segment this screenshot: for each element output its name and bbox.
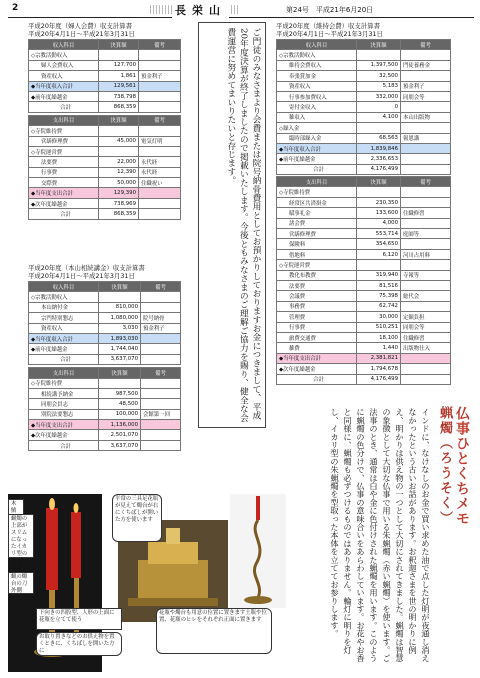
table-row bbox=[29, 292, 181, 302]
row-amount bbox=[99, 126, 139, 136]
table-row bbox=[277, 239, 451, 249]
row-amount: 48,500 bbox=[99, 399, 141, 409]
row-note: 同朋会等 bbox=[401, 91, 451, 101]
row-label: ◆当年度支出合計 bbox=[277, 353, 357, 363]
row-amount: 127,700 bbox=[99, 60, 139, 70]
row-note: 電気灯明 bbox=[139, 136, 181, 146]
row-note: 会館第一回 bbox=[141, 409, 181, 419]
table-row bbox=[29, 388, 181, 398]
row-amount: 4,100 bbox=[357, 112, 401, 122]
issue-info: 第24号 平成21年6月20日 bbox=[286, 6, 374, 14]
table-header bbox=[29, 368, 181, 378]
row-note bbox=[401, 197, 451, 207]
memo-body: インドに、なけなしのお金で買い求めた油で点した灯明が夜通し消えなかったという古いお話があります。お釈迦さまを世の明かりに例え、明かりは供え物の一つとして大切にされてきました。蝋燭は智慧の象徴として大切な仏事で用いる朱蝋燭（赤い蝋燭）を使います。ご法事のとき、通常は白や金に色付けされた蝋燭を用います。このように蝋燭の色分けで、仏事の意味合いをあらわしています。お花やお香と同様に、蝋燭も必ずつけるものではありません。輪灯に明りを灯し、イカリ型の朱蝋燭を型取った本体を立ててお参りします。 bbox=[330, 408, 431, 663]
row-amount: 62,742 bbox=[357, 301, 401, 311]
table-row bbox=[29, 91, 181, 101]
row-label: 法要費 bbox=[277, 280, 357, 290]
table-row bbox=[277, 60, 451, 70]
row-label: 事務費 bbox=[277, 301, 357, 311]
row-label: 合計 bbox=[29, 102, 99, 112]
fujinkai-expense-table bbox=[28, 115, 181, 220]
row-note bbox=[401, 102, 451, 112]
row-amount bbox=[99, 146, 139, 156]
table-row bbox=[29, 136, 181, 146]
iji-income-table bbox=[276, 39, 451, 175]
table-row bbox=[277, 81, 451, 91]
row-amount: 129,390 bbox=[99, 188, 139, 198]
row-amount: 6,120 bbox=[357, 249, 401, 259]
table-row bbox=[277, 123, 451, 133]
row-note bbox=[139, 126, 181, 136]
table-row bbox=[277, 364, 451, 374]
row-label: 諸会費 bbox=[277, 218, 357, 228]
row-note bbox=[139, 50, 181, 60]
row-amount: 81,516 bbox=[357, 280, 401, 290]
table-row bbox=[277, 112, 451, 122]
section-period: 平成20年4月1日～平成21年3月31日 bbox=[28, 30, 135, 38]
row-note bbox=[139, 60, 181, 70]
row-label: ◆当年度支出合計 bbox=[29, 188, 99, 198]
col-header-item: 支出科目 bbox=[277, 177, 357, 187]
row-note bbox=[139, 146, 181, 156]
row-amount: 868,359 bbox=[99, 209, 139, 219]
table-row bbox=[277, 260, 451, 270]
row-amount: 18,100 bbox=[357, 332, 401, 342]
table-row bbox=[29, 344, 181, 354]
row-note bbox=[139, 91, 181, 101]
row-amount bbox=[99, 50, 139, 60]
caption-kosai: 木鯖 bbox=[8, 499, 24, 517]
page-number: 2 bbox=[12, 3, 19, 13]
row-label: 同朋会員志 bbox=[29, 399, 99, 409]
row-amount: 4,000 bbox=[357, 218, 401, 228]
table-row bbox=[277, 208, 451, 218]
table-row bbox=[29, 71, 181, 81]
section-period: 平成20年4月1日～平成21年3月31日 bbox=[28, 272, 135, 280]
table-row bbox=[29, 399, 181, 409]
row-amount: 1,136,000 bbox=[99, 420, 141, 430]
row-label: ◆次年度繰越金 bbox=[29, 430, 99, 440]
row-amount bbox=[99, 378, 141, 388]
table-row bbox=[29, 50, 181, 60]
table-header bbox=[29, 40, 181, 50]
table-row bbox=[277, 353, 451, 363]
row-amount: 2,336,653 bbox=[357, 154, 401, 164]
table-row bbox=[277, 133, 451, 143]
table-row bbox=[29, 420, 181, 430]
col-header-amount: 決算額 bbox=[99, 115, 139, 125]
row-note: 門徒養務金 bbox=[401, 60, 451, 70]
caption-bottom-left: お取り置きなどのお供え物を置くときに、くちばしを開いた方に bbox=[36, 632, 122, 656]
row-label: ◇寺院維持費 bbox=[29, 126, 99, 136]
row-label: ◇宗教活動収入 bbox=[29, 292, 99, 302]
crane-image bbox=[230, 494, 286, 608]
row-note bbox=[141, 354, 181, 364]
table-row bbox=[277, 197, 451, 207]
row-note bbox=[141, 430, 181, 440]
table-row bbox=[29, 198, 181, 208]
row-note bbox=[141, 302, 181, 312]
row-amount: 1,839,846 bbox=[357, 143, 401, 153]
table-row bbox=[277, 322, 451, 332]
row-amount: 3,030 bbox=[99, 323, 141, 333]
table-row bbox=[29, 126, 181, 136]
fiscal-notice bbox=[198, 22, 266, 428]
section-title: 平成20年度（維持会費）収支計算書 bbox=[276, 22, 380, 30]
table-header bbox=[277, 177, 451, 187]
row-amount: 30,000 bbox=[357, 312, 401, 322]
row-label: 行事費 bbox=[29, 167, 99, 177]
section-title: 平成20年度（婦人会費）収支計算書 bbox=[28, 22, 132, 30]
col-header-note: 備考 bbox=[141, 282, 181, 292]
row-label: ◆次年度繰越金 bbox=[29, 198, 99, 208]
fujinkai-income-table bbox=[28, 39, 181, 113]
table-row bbox=[277, 143, 451, 153]
row-note: 定額負担 bbox=[401, 312, 451, 322]
table-row bbox=[29, 102, 181, 112]
table-row bbox=[277, 291, 451, 301]
row-label: 保険料 bbox=[277, 239, 357, 249]
row-amount: 129,561 bbox=[99, 81, 139, 91]
row-label: 寄付金収入 bbox=[277, 102, 357, 112]
table-row bbox=[277, 71, 451, 81]
row-amount: 1,397,500 bbox=[357, 60, 401, 70]
col-header-note: 備考 bbox=[401, 177, 451, 187]
row-note: 永代経 bbox=[139, 157, 181, 167]
row-label: 管理費 bbox=[277, 312, 357, 322]
row-note bbox=[401, 364, 451, 374]
row-amount: 1,080,000 bbox=[99, 313, 141, 323]
row-amount: 0 bbox=[357, 102, 401, 112]
row-note bbox=[401, 154, 451, 164]
section-period: 平成20年4月1日～平成21年3月31日 bbox=[276, 30, 383, 38]
row-amount: 354,650 bbox=[357, 239, 401, 249]
row-note bbox=[139, 209, 181, 219]
row-note: 住職祝い bbox=[139, 178, 181, 188]
row-label: 別院法要懇志 bbox=[29, 409, 99, 419]
row-label: 臨時部繰入金 bbox=[277, 133, 357, 143]
row-label: 法要費 bbox=[29, 157, 99, 167]
row-label: ◇寺院運営費 bbox=[29, 146, 99, 156]
table-row bbox=[277, 154, 451, 164]
table-row bbox=[29, 167, 181, 177]
row-amount: 4,176,499 bbox=[357, 374, 401, 384]
caption-teardrop: 蝋燭の上部がスリムになったイカリ型のものを使う bbox=[8, 514, 34, 558]
row-note: 本山出版物 bbox=[401, 112, 451, 122]
row-amount: 22,000 bbox=[99, 157, 139, 167]
row-amount: 4,176,499 bbox=[357, 164, 401, 174]
row-note: 寺報等 bbox=[401, 270, 451, 280]
row-amount: 319,940 bbox=[357, 270, 401, 280]
row-label: ◆当年度収入合計 bbox=[29, 81, 99, 91]
row-note bbox=[141, 344, 181, 354]
honyama-expense-table bbox=[28, 367, 181, 451]
row-label: ◇繰入金 bbox=[277, 123, 357, 133]
row-amount: 100,000 bbox=[99, 409, 141, 419]
table-row bbox=[29, 323, 181, 333]
row-amount: 75,398 bbox=[357, 291, 401, 301]
newsletter-logo: 長栄山 bbox=[172, 2, 229, 18]
row-amount: 32,500 bbox=[357, 71, 401, 81]
col-header-item: 収入科目 bbox=[277, 40, 357, 50]
row-note: 報恩講 bbox=[401, 133, 451, 143]
row-label: ◆前年度繰越金 bbox=[29, 344, 99, 354]
row-label: 婦人会費収入 bbox=[29, 60, 99, 70]
page-header bbox=[8, 2, 474, 18]
row-label: 営繕修理費 bbox=[277, 229, 357, 239]
row-label: 奉張賞加金 bbox=[277, 71, 357, 81]
table-row bbox=[277, 102, 451, 112]
iji-expense-table bbox=[276, 176, 451, 385]
table-row bbox=[29, 60, 181, 70]
col-header-item: 収入科目 bbox=[29, 40, 99, 50]
row-note bbox=[141, 420, 181, 430]
table-row bbox=[29, 378, 181, 388]
row-label: ◆当年度収入合計 bbox=[29, 333, 99, 343]
row-amount: 1,440 bbox=[357, 343, 401, 353]
table-row bbox=[29, 430, 181, 440]
row-amount: 5,183 bbox=[357, 81, 401, 91]
row-note bbox=[401, 164, 451, 174]
row-note bbox=[401, 280, 451, 290]
crane-candlestick-photo bbox=[230, 494, 286, 608]
row-label: 賦事礼金 bbox=[277, 208, 357, 218]
row-label: 営繕修理費 bbox=[29, 136, 99, 146]
table-row bbox=[29, 313, 181, 323]
row-label: 合計 bbox=[29, 440, 99, 450]
table-row bbox=[277, 312, 451, 322]
col-header-amount: 決算額 bbox=[99, 40, 139, 50]
row-amount: 133,600 bbox=[357, 208, 401, 218]
row-label: ◇宗教活動収入 bbox=[29, 50, 99, 60]
table-row bbox=[29, 440, 181, 450]
row-note: 永代経 bbox=[139, 167, 181, 177]
col-header-amount: 決算額 bbox=[357, 40, 401, 50]
row-note bbox=[141, 292, 181, 302]
table-row bbox=[29, 178, 181, 188]
col-header-amount: 決算額 bbox=[357, 177, 401, 187]
row-label: 資産収入 bbox=[29, 323, 99, 333]
table-row bbox=[277, 164, 451, 174]
row-note bbox=[401, 218, 451, 228]
table-row bbox=[277, 249, 451, 259]
butsuji-memo bbox=[294, 406, 472, 670]
row-note: 預金利子 bbox=[401, 81, 451, 91]
col-header-item: 収入科目 bbox=[29, 282, 99, 292]
row-label: 資産収入 bbox=[277, 81, 357, 91]
caption-ikari: 下向きの四股型、人形の上面に花瓶を立てて使う bbox=[36, 608, 122, 630]
table-row bbox=[277, 343, 451, 353]
col-header-item: 支出科目 bbox=[29, 115, 99, 125]
row-label: ◆前年度繰越金 bbox=[277, 154, 357, 164]
row-note: 院号納骨 bbox=[141, 313, 181, 323]
row-label: ◆当年度収入合計 bbox=[277, 143, 357, 153]
row-label: ◇寺院維持費 bbox=[29, 378, 99, 388]
row-label: 会議費 bbox=[277, 291, 357, 301]
fujinkai-section bbox=[28, 22, 181, 220]
row-note bbox=[401, 50, 451, 60]
row-label: 雑収入 bbox=[277, 112, 357, 122]
table-row bbox=[29, 81, 181, 91]
row-note: 預金利子 bbox=[141, 323, 181, 333]
row-amount bbox=[357, 260, 401, 270]
table-row bbox=[29, 302, 181, 312]
row-amount: 1,861 bbox=[99, 71, 139, 81]
caption-top-right: 平常の三具足花瓶が見えて燭台が右にくちばしが開いた方を使います bbox=[112, 494, 162, 542]
row-label: 相続講予納金 bbox=[29, 388, 99, 398]
row-amount: 68,563 bbox=[357, 133, 401, 143]
row-label: 旅費交通費 bbox=[277, 332, 357, 342]
row-label: 宗門特別懇志 bbox=[29, 313, 99, 323]
col-header-item: 支出科目 bbox=[29, 368, 99, 378]
row-note bbox=[141, 333, 181, 343]
iji-section bbox=[276, 22, 451, 385]
row-note bbox=[401, 301, 451, 311]
row-note bbox=[141, 378, 181, 388]
row-amount: 3,637,070 bbox=[99, 354, 141, 364]
caption-bottom-right: 花瓶や燭台も用意の位置に置きます土瓶や位置、花瓶のヒレをそれぞれ正面に置きます bbox=[156, 608, 272, 654]
row-note: 住職修習 bbox=[401, 332, 451, 342]
col-header-note: 備考 bbox=[139, 115, 181, 125]
notice-text: ご門徒のみなさまより会費または院号納骨費用としてお預かりしておりますお金につきまして、平成20年度決算が終了しましたので掲載いたします。今後ともみなさまのご理解ご協力を賜り、健全な会費運営に努めてまいりたいと存じます。 bbox=[225, 28, 261, 422]
row-amount: 1,893,030 bbox=[99, 333, 141, 343]
row-note bbox=[401, 123, 451, 133]
row-note bbox=[401, 374, 451, 384]
row-amount: 868,359 bbox=[99, 102, 139, 112]
table-row bbox=[277, 332, 451, 342]
table-row bbox=[277, 187, 451, 197]
honyama-section bbox=[28, 264, 181, 451]
table-row bbox=[29, 146, 181, 156]
table-header bbox=[29, 115, 181, 125]
row-label: ◆当年度支出合計 bbox=[29, 420, 99, 430]
row-note bbox=[401, 187, 451, 197]
row-amount: 738,969 bbox=[99, 198, 139, 208]
row-label: 本山納付金 bbox=[29, 302, 99, 312]
row-amount: 2,381,821 bbox=[357, 353, 401, 363]
row-amount: 987,500 bbox=[99, 388, 141, 398]
row-label: 行事費 bbox=[277, 322, 357, 332]
row-label: 経常区共済掛金 bbox=[277, 197, 357, 207]
row-amount: 332,000 bbox=[357, 91, 401, 101]
table-row bbox=[29, 188, 181, 198]
row-note: 河川占用料 bbox=[401, 249, 451, 259]
row-amount: 738,798 bbox=[99, 91, 139, 101]
row-note bbox=[401, 143, 451, 153]
row-amount: 12,390 bbox=[99, 167, 139, 177]
row-label: ◆前年度繰越金 bbox=[29, 91, 99, 101]
table-row bbox=[29, 157, 181, 167]
row-amount: 553,714 bbox=[357, 229, 401, 239]
row-label: 合計 bbox=[277, 374, 357, 384]
table-row bbox=[277, 218, 451, 228]
row-note: 同朋会等 bbox=[401, 322, 451, 332]
table-header bbox=[29, 282, 181, 292]
row-note: 庭師等 bbox=[401, 229, 451, 239]
row-note: 預金利子 bbox=[139, 71, 181, 81]
row-label: 教化布教費 bbox=[277, 270, 357, 280]
table-row bbox=[29, 333, 181, 343]
row-note bbox=[401, 260, 451, 270]
section-title: 平成20年度（本山相続講金）収支計算書 bbox=[28, 264, 145, 272]
caption-butsudan: 蝋の燭台の刀外側 bbox=[8, 572, 34, 594]
row-label: 合計 bbox=[29, 209, 99, 219]
table-header bbox=[277, 40, 451, 50]
table-row bbox=[277, 280, 451, 290]
table-row bbox=[277, 374, 451, 384]
row-note bbox=[401, 71, 451, 81]
row-note bbox=[401, 239, 451, 249]
row-label: ◇寺院運営費 bbox=[277, 260, 357, 270]
row-label: 維持会費収入 bbox=[277, 60, 357, 70]
table-row bbox=[277, 91, 451, 101]
row-label: 行事参加費収入 bbox=[277, 91, 357, 101]
honyama-income-table bbox=[28, 281, 181, 365]
row-label: 合計 bbox=[29, 354, 99, 364]
row-label: ◇寺院維持費 bbox=[277, 187, 357, 197]
row-amount: 2,501,070 bbox=[99, 430, 141, 440]
row-label: 雑費 bbox=[277, 343, 357, 353]
row-note bbox=[139, 198, 181, 208]
row-amount: 50,000 bbox=[99, 178, 139, 188]
row-note: 出版物仕入 bbox=[401, 343, 451, 353]
row-label: 合計 bbox=[277, 164, 357, 174]
row-note bbox=[141, 440, 181, 450]
row-amount bbox=[357, 123, 401, 133]
col-header-amount: 決算額 bbox=[99, 368, 141, 378]
row-amount: 45,000 bbox=[99, 136, 139, 146]
col-header-note: 備考 bbox=[141, 368, 181, 378]
row-label: 資産収入 bbox=[29, 71, 99, 81]
row-note bbox=[139, 102, 181, 112]
row-amount: 1,744,040 bbox=[99, 344, 141, 354]
row-amount: 1,794,678 bbox=[357, 364, 401, 374]
row-label: 交際費 bbox=[29, 178, 99, 188]
row-note bbox=[141, 399, 181, 409]
row-label: ◆次年度繰越金 bbox=[277, 364, 357, 374]
table-row bbox=[277, 301, 451, 311]
row-note: 住職修習 bbox=[401, 208, 451, 218]
table-row bbox=[277, 50, 451, 60]
row-note bbox=[401, 353, 451, 363]
row-note: 総代会 bbox=[401, 291, 451, 301]
row-note bbox=[141, 388, 181, 398]
row-amount: 810,000 bbox=[99, 302, 141, 312]
row-amount: 3,637,070 bbox=[99, 440, 141, 450]
col-header-note: 備考 bbox=[139, 40, 181, 50]
row-label: ◇宗教活動収入 bbox=[277, 50, 357, 60]
row-amount bbox=[99, 292, 141, 302]
memo-subtitle: 蝋燭（ろうそく） bbox=[437, 406, 452, 526]
row-amount: 510,251 bbox=[357, 322, 401, 332]
row-amount bbox=[357, 187, 401, 197]
table-row bbox=[29, 409, 181, 419]
table-row bbox=[29, 354, 181, 364]
row-note bbox=[139, 188, 181, 198]
memo-title: 仏事ひとくちメモ bbox=[454, 406, 470, 526]
table-row bbox=[277, 270, 451, 280]
col-header-amount: 決算額 bbox=[99, 282, 141, 292]
col-header-note: 備考 bbox=[401, 40, 451, 50]
row-note bbox=[139, 81, 181, 91]
table-row bbox=[277, 229, 451, 239]
table-row bbox=[29, 209, 181, 219]
row-label: 借地料 bbox=[277, 249, 357, 259]
row-amount: 230,350 bbox=[357, 197, 401, 207]
row-amount bbox=[357, 50, 401, 60]
